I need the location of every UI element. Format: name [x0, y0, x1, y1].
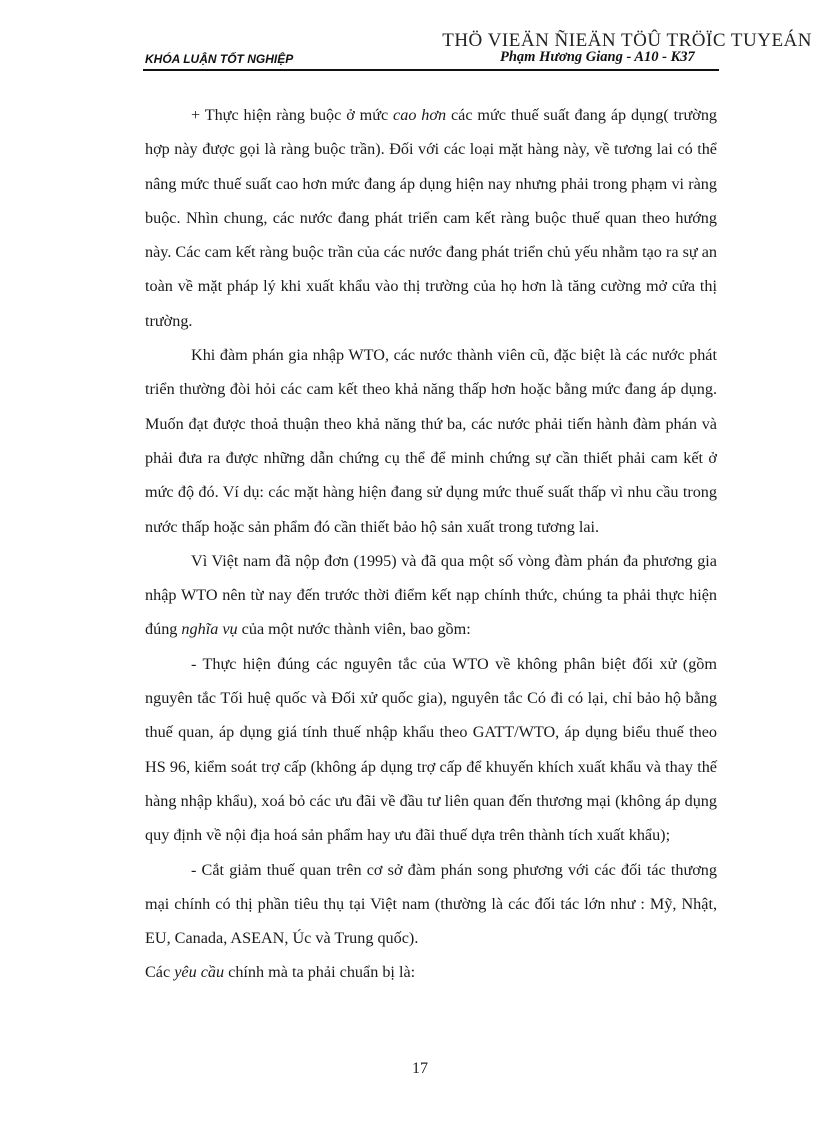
- text-run: + Thực hiện ràng buộc ở mức: [191, 106, 394, 124]
- paragraph-wto-negotiation: Khi đàm phán gia nhập WTO, các nước thành viên cũ, đặc biệt là các nước phát triển thường đòi hỏi các cam kết theo khả năng thấp hơn hoặc bằng mức đang áp dụng. Muốn đạt được thoả thuận theo khả năng thứ ba, các nước phải tiến hành đàm phán và phải đưa ra được những dẫn chứng cụ thể để minh chứng sự cần thiết phải cam kết ở mức độ đó. Ví dụ: các mặt hàng hiện đang sử dụng mức thuế suất thấp vì nhu cầu trong nước thấp hoặc sản phẩm đó cần thiết bảo hộ sản xuất trong tương lai.: [145, 346, 717, 536]
- text-run: chính mà ta phải chuẩn bị là:: [224, 963, 416, 982]
- emphasis-text: cao hơn: [393, 106, 447, 124]
- paragraph-requirements-intro: [145, 955, 717, 989]
- text-run: Các: [145, 963, 175, 982]
- paragraph-tariff-reduction: - Cắt giảm thuế quan trên cơ sở đàm phán song phương với các đối tác thương mại chính có thị phần tiêu thụ tại Việt nam (thường là các đối tác lớn như : Mỹ, Nhật, EU, Canada, ASEAN, Úc và Trung quốc).: [145, 860, 717, 948]
- paragraph-binding-ceiling: [145, 98, 717, 338]
- text-run: của một nước thành viên, bao gồm:: [237, 620, 471, 639]
- emphasis-text: nghĩa vụ: [181, 620, 238, 639]
- paragraph-vietnam-obligations: [145, 544, 717, 647]
- header-author: Phạm Hương Giang - A10 - K37: [500, 49, 695, 65]
- library-watermark: THÖ VIEÄN ÑIEÄN TÖÛ TRÖÏC TUYEÁN: [442, 30, 812, 51]
- header-thesis-title: KHÓA LUẬN TỐT NGHIỆP: [145, 52, 294, 66]
- header-divider: [143, 69, 719, 71]
- paragraph-wto-principles: - Thực hiện đúng các nguyên tắc của WTO về không phân biệt đối xử (gồm nguyên tắc Tối huệ quốc và Đối xử quốc gia), nguyên tắc Có đi có lại, chỉ bảo hộ bằng thuế quan, áp dụng giá tính thuế nhập khẩu theo GATT/WTO, áp dụng biểu thuế theo HS 96, kiểm soát trợ cấp (không áp dụng trợ cấp để khuyến khích xuất khẩu và thay thế hàng nhập khẩu), xoá bỏ các ưu đãi về đầu tư liên quan đến thương mại (không áp dụng quy định về nội địa hoá sản phẩm hay ưu đãi thuế dựa trên thành tích xuất khẩu);: [145, 654, 717, 845]
- emphasis-text: yêu cầu: [174, 963, 225, 982]
- text-run: các mức thuế suất đang áp dụng( trường hợp này được gọi là ràng buộc trần). Đối với các loại mặt hàng này, về tương lai có thể nâng mức thuế suất cao hơn mức đang áp dụng hiện nay nhưng phải trong phạm vi ràng buộc. Nhìn chung, các nước đang phát triển cam kết ràng buộc thuế quan theo hướng này. Các cam kết ràng buộc trần của các nước đang phát triển chủ yếu nhằm tạo ra sự an toàn về mặt pháp lý khi xuất khẩu vào thị trường của họ hơn là tăng cường mở cửa thị trường.: [145, 106, 718, 330]
- text-run: Vì Việt nam đã nộp đơn (1995) và đã qua một số vòng đàm phán đa phương gia nhập WTO nên từ nay đến trước thời điểm kết nạp chính thức, chúng ta phải thực hiện đúng: [145, 551, 717, 639]
- page-number: 17: [412, 1060, 428, 1077]
- document-body: [145, 98, 717, 990]
